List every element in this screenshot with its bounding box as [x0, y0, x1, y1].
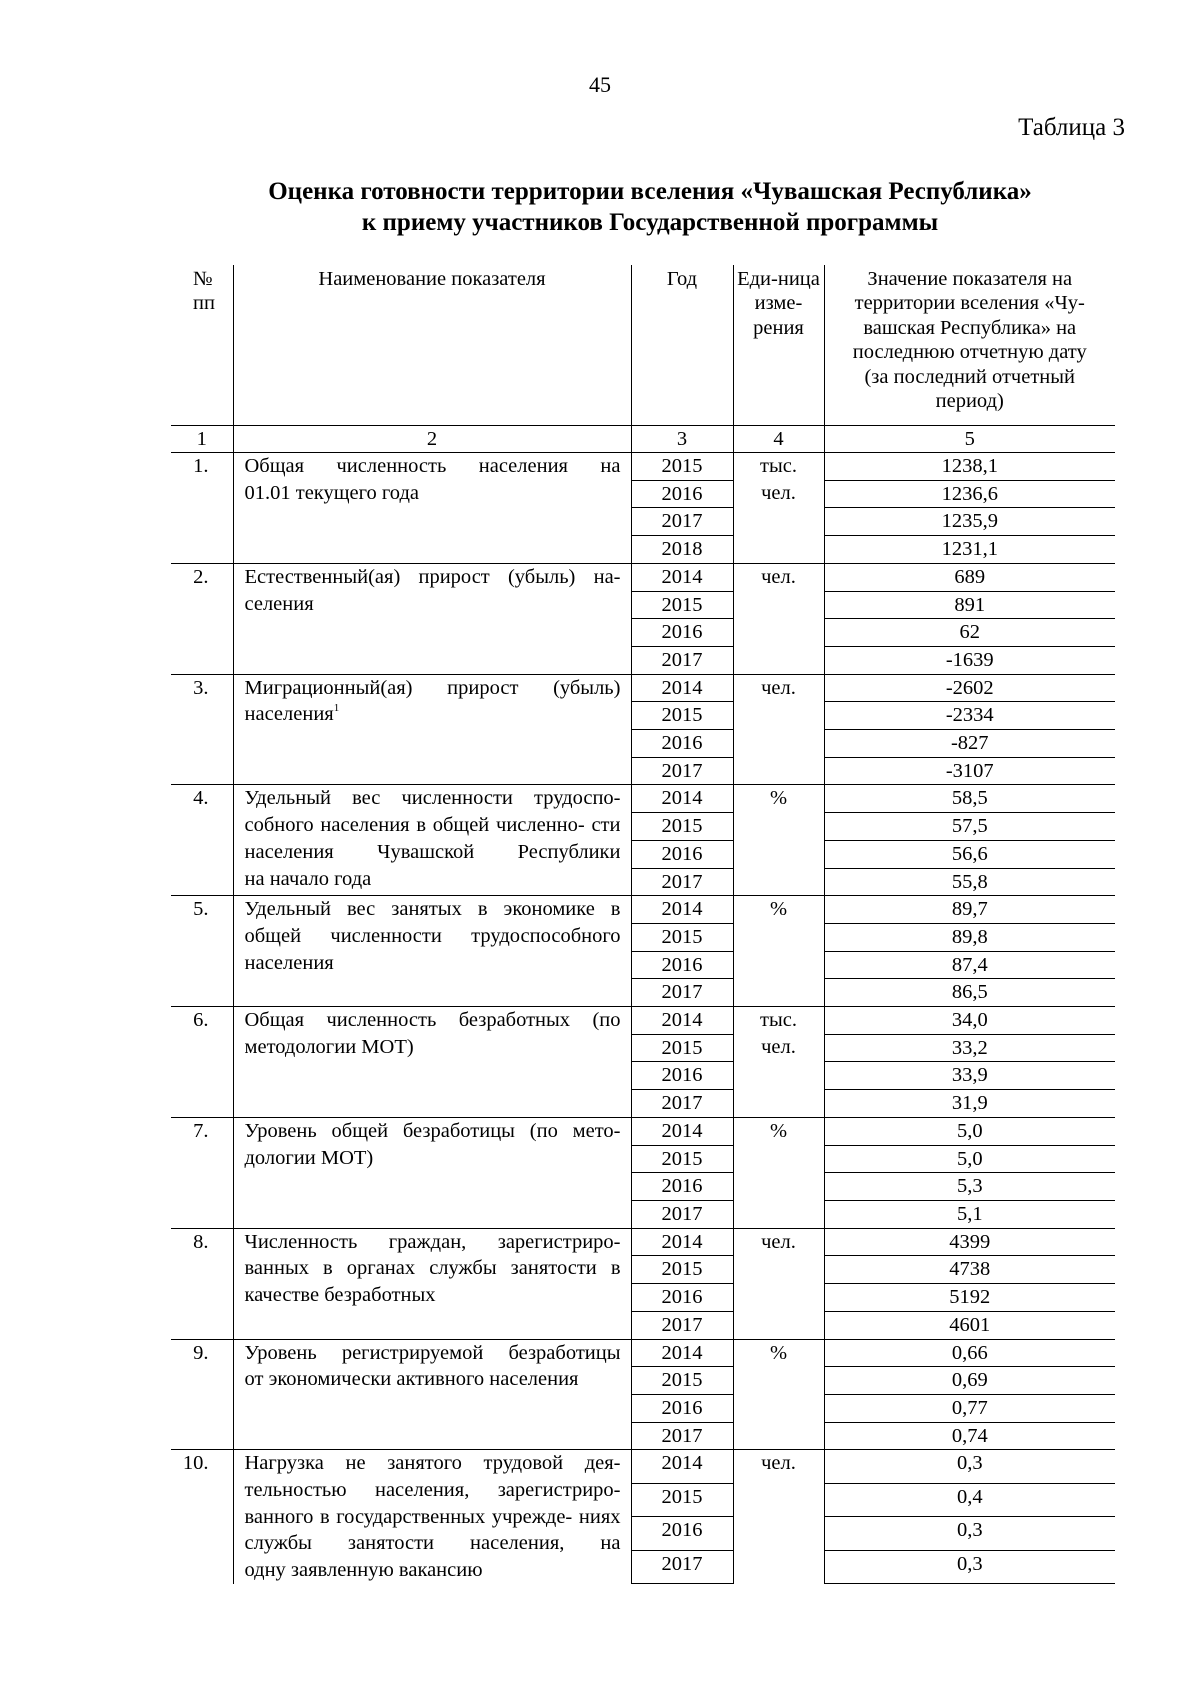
unit-cell: тыс. чел. — [733, 1007, 824, 1118]
indicator-name-text: Естественный(ая) прирост (убыль) на- — [244, 565, 621, 588]
footnote-marker: 1 — [333, 702, 340, 715]
year-cell: 2017 — [631, 646, 733, 674]
year-cell: 2016 — [631, 1517, 733, 1551]
indicator-name-last-line — [245, 866, 621, 893]
table-row — [171, 1117, 1115, 1145]
year-cell: 2016 — [631, 730, 733, 758]
row-number: 1. — [171, 453, 233, 564]
unit-cell: % — [733, 1339, 824, 1450]
value-cell: 57,5 — [824, 813, 1115, 841]
indicator-name-last-text: методологии МОТ) — [244, 1035, 414, 1058]
indicator-name-last-line — [245, 1366, 621, 1393]
table-row — [171, 1228, 1115, 1256]
value-cell: 0,74 — [824, 1422, 1115, 1450]
year-cell: 2016 — [631, 1062, 733, 1090]
unit-cell: чел. — [733, 1228, 824, 1339]
year-cell: 2017 — [631, 868, 733, 896]
value-cell: 1235,9 — [824, 508, 1115, 536]
value-cell: 89,7 — [824, 896, 1115, 924]
indicator-name-last-line — [245, 1557, 621, 1584]
title-line-2: к приему участников Государственной программы — [361, 209, 939, 236]
year-cell: 2017 — [631, 1200, 733, 1228]
value-cell: 4399 — [824, 1228, 1115, 1256]
value-cell: 689 — [824, 563, 1115, 591]
table-row — [171, 1339, 1115, 1367]
value-cell: 56,6 — [824, 840, 1115, 868]
year-cell: 2014 — [631, 896, 733, 924]
table-row — [171, 674, 1115, 702]
year-cell: 2015 — [631, 702, 733, 730]
column-index: 5 — [824, 426, 1115, 453]
indicator-name-text: Общая численность населения на — [244, 455, 621, 477]
year-cell: 2015 — [631, 813, 733, 841]
page-number: 45 — [589, 72, 611, 97]
document-title — [170, 176, 1130, 238]
value-cell: 0,69 — [824, 1367, 1115, 1395]
unit-cell: % — [733, 1117, 824, 1228]
indicator-name-last-line — [245, 701, 621, 728]
value-cell: 33,2 — [824, 1034, 1115, 1062]
column-index: 3 — [631, 426, 733, 453]
year-cell: 2017 — [631, 1090, 733, 1118]
header-num: № пп — [193, 268, 215, 315]
table-header-row — [171, 265, 1115, 426]
year-cell: 2018 — [631, 536, 733, 564]
indicators-table — [171, 265, 1115, 1584]
value-cell: 1236,6 — [824, 480, 1115, 508]
row-number: 4. — [171, 785, 233, 896]
value-cell: 0,4 — [824, 1483, 1115, 1517]
value-cell: 1231,1 — [824, 536, 1115, 564]
value-cell: 1238,1 — [824, 453, 1115, 481]
year-cell: 2014 — [631, 563, 733, 591]
indicator-name-last-line — [245, 950, 621, 977]
year-cell: 2014 — [631, 1450, 733, 1484]
row-number: 6. — [171, 1007, 233, 1118]
indicator-name-last-line — [245, 591, 621, 618]
value-cell: 87,4 — [824, 951, 1115, 979]
value-cell: 34,0 — [824, 1007, 1115, 1035]
value-cell: 5,0 — [824, 1145, 1115, 1173]
year-cell: 2017 — [631, 1550, 733, 1584]
column-index-row — [171, 426, 1115, 453]
value-cell: 5,0 — [824, 1117, 1115, 1145]
value-cell: 0,66 — [824, 1339, 1115, 1367]
unit-cell: чел. — [733, 1450, 824, 1584]
value-cell: 33,9 — [824, 1062, 1115, 1090]
value-cell: 5192 — [824, 1284, 1115, 1312]
unit-cell: % — [733, 785, 824, 896]
indicator-name — [233, 1339, 631, 1450]
table-row — [171, 563, 1115, 591]
year-cell: 2016 — [631, 840, 733, 868]
indicator-name — [233, 896, 631, 1007]
unit-cell: % — [733, 896, 824, 1007]
year-cell: 2016 — [631, 1394, 733, 1422]
value-cell: 5,1 — [824, 1200, 1115, 1228]
row-number: 9. — [171, 1339, 233, 1450]
indicator-name-last-text: качестве безработных — [244, 1284, 436, 1307]
row-number: 10. — [171, 1450, 233, 1584]
title-line-1: Оценка готовности территории вселения «Чувашская Республика» — [268, 178, 1032, 205]
indicator-name-last-text: населения — [244, 951, 334, 974]
header-value: Значение показателя на территории вселения «Чу-вашская Республика» на последнюю отчетную дату (за последний отчетный период) — [824, 265, 1115, 426]
indicator-name — [233, 453, 631, 564]
indicator-name-text: Общая численность безработных (по — [244, 1009, 621, 1032]
row-number: 2. — [171, 563, 233, 674]
indicator-name-last-line — [245, 1145, 621, 1172]
year-cell: 2014 — [631, 674, 733, 702]
indicator-name — [233, 1450, 631, 1584]
table-row — [171, 785, 1115, 813]
value-cell: 58,5 — [824, 785, 1115, 813]
indicator-name — [233, 1007, 631, 1118]
indicator-name — [233, 1117, 631, 1228]
unit-cell: тыс. чел. — [733, 453, 824, 564]
value-cell: -827 — [824, 730, 1115, 758]
year-cell: 2014 — [631, 785, 733, 813]
indicator-name-last-text: от экономически активного населения — [244, 1368, 579, 1391]
indicator-name — [233, 1228, 631, 1339]
year-cell: 2016 — [631, 619, 733, 647]
table-caption: Таблица 3 — [1018, 114, 1125, 141]
value-cell: 86,5 — [824, 979, 1115, 1007]
value-cell: 4601 — [824, 1311, 1115, 1339]
value-cell: 0,77 — [824, 1394, 1115, 1422]
year-cell: 2015 — [631, 923, 733, 951]
indicator-name — [233, 674, 631, 785]
year-cell: 2015 — [631, 1256, 733, 1284]
row-number: 7. — [171, 1117, 233, 1228]
indicator-name — [233, 785, 631, 896]
indicator-name-last-line — [245, 480, 621, 507]
indicator-name-text: Миграционный(ая) прирост (убыль) — [244, 676, 621, 699]
indicator-name-last-text: населения — [244, 703, 334, 726]
year-cell: 2017 — [631, 1422, 733, 1450]
table-row — [171, 1450, 1115, 1484]
indicator-name-last-text: 01.01 текущего года — [244, 481, 419, 504]
value-cell: 89,8 — [824, 923, 1115, 951]
value-cell: 0,3 — [824, 1550, 1115, 1584]
value-cell: 0,3 — [824, 1517, 1115, 1551]
value-cell: 4738 — [824, 1256, 1115, 1284]
year-cell: 2015 — [631, 1034, 733, 1062]
year-cell: 2016 — [631, 1173, 733, 1201]
value-cell: -2602 — [824, 674, 1115, 702]
year-cell: 2014 — [631, 1117, 733, 1145]
year-cell: 2015 — [631, 453, 733, 481]
year-cell: 2017 — [631, 508, 733, 536]
value-cell: 891 — [824, 591, 1115, 619]
indicator-name — [233, 563, 631, 674]
row-number: 3. — [171, 674, 233, 785]
year-cell: 2016 — [631, 951, 733, 979]
indicator-name-last-line — [245, 1034, 621, 1061]
table-row — [171, 453, 1115, 481]
year-cell: 2016 — [631, 480, 733, 508]
value-cell: -1639 — [824, 646, 1115, 674]
value-cell: 0,3 — [824, 1450, 1115, 1484]
value-cell: 31,9 — [824, 1090, 1115, 1118]
value-cell: 62 — [824, 619, 1115, 647]
unit-cell: чел. — [733, 563, 824, 674]
header-unit: Еди-ница изме-рения — [733, 265, 824, 426]
year-cell: 2014 — [631, 1339, 733, 1367]
value-cell: -2334 — [824, 702, 1115, 730]
table-row — [171, 1007, 1115, 1035]
row-number: 8. — [171, 1228, 233, 1339]
indicator-name-text: Численность граждан, зарегистриро- ванных в органах службы занятости в — [244, 1230, 621, 1280]
unit-cell: чел. — [733, 674, 824, 785]
value-cell: 55,8 — [824, 868, 1115, 896]
year-cell: 2015 — [631, 1483, 733, 1517]
year-cell: 2017 — [631, 1311, 733, 1339]
column-index: 1 — [171, 426, 233, 453]
year-cell: 2017 — [631, 979, 733, 1007]
year-cell: 2015 — [631, 1145, 733, 1173]
year-cell: 2014 — [631, 1007, 733, 1035]
year-cell: 2015 — [631, 1367, 733, 1395]
year-cell: 2017 — [631, 757, 733, 785]
header-name: Наименование показателя — [233, 265, 631, 426]
indicator-name-last-text: дологии МОТ) — [244, 1146, 374, 1169]
year-cell: 2014 — [631, 1228, 733, 1256]
indicator-name-text: Уровень общей безработицы (по мето- — [244, 1119, 621, 1142]
indicator-name-last-line — [245, 1282, 621, 1309]
year-cell: 2015 — [631, 591, 733, 619]
value-cell: 5,3 — [824, 1173, 1115, 1201]
column-index: 4 — [733, 426, 824, 453]
indicator-name-text: Нагрузка не занятого трудовой дея- тельностью населения, зарегистриро- ванного в государственных учрежде- ниях службы занятости населения, на — [244, 1452, 621, 1555]
indicator-name-last-text: одну заявленную вакансию — [244, 1559, 483, 1582]
indicator-name-text: Удельный вес занятых в экономике в общей численности трудоспособного — [244, 898, 621, 947]
indicator-name-last-text: селения — [244, 592, 314, 615]
column-index: 2 — [233, 426, 631, 453]
indicator-name-last-text: на начало года — [244, 867, 372, 890]
indicator-name-text: Уровень регистрируемой безработицы — [244, 1341, 621, 1364]
table-row — [171, 896, 1115, 924]
header-year: Год — [631, 265, 733, 426]
row-number: 5. — [171, 896, 233, 1007]
year-cell: 2016 — [631, 1284, 733, 1312]
indicator-name-text: Удельный вес численности трудоспо- собного населения в общей численно- сти населения Чувашской Республики — [244, 787, 621, 863]
value-cell: -3107 — [824, 757, 1115, 785]
